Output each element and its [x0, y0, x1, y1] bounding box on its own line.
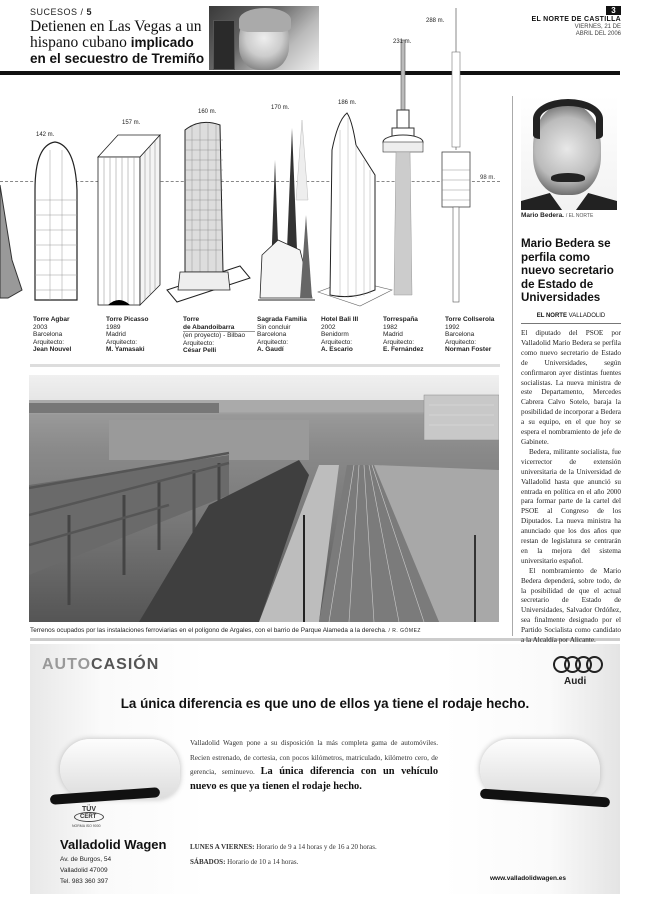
tower-height-label: 160 m.	[198, 109, 217, 115]
audi-logo-text: Audi	[564, 676, 587, 687]
opening-hours: LUNES A VIERNES: Horario de 9 a 14 horas y de 16 a 20 horas. SÁBADOS: Horario de 10 a 14 horas.	[190, 843, 377, 866]
railway-photo	[29, 375, 499, 622]
dealer-url-link[interactable]: www.valladolidwagen.es	[490, 875, 566, 882]
tower-height-label: 231 m.	[393, 39, 412, 45]
portrait-caption: Mario Bedera. / EL NORTE	[521, 212, 594, 219]
ad-body-text: Valladolid Wagen pone a su disposición la más completa gama de automóviles. Recien estrenado, de cortesia, con pocos kilómetros, matriculado, kilómetro cero, de gerencia, seminuevo. La única diferencia con un vehículo nuevo es que ya tienen el rodaje hecho.	[190, 739, 439, 792]
article-paragraph: El nombramiento de Mario Bedera dependerá, sobre todo, de la posibilidad de que el actual secretario de Estado de Universidades, Salvador Ordóñez, sea finalmente designado por el Partido Socialista como candidato a la Alcaldía por Alicante.	[521, 566, 621, 645]
autocasion-advertisement[interactable]	[30, 644, 620, 894]
tower-height-label: 186 m.	[338, 100, 357, 106]
section-page-ref: 5	[86, 7, 93, 17]
page-number: 3	[606, 6, 621, 15]
article-body	[521, 329, 621, 646]
issue-date: VIERNES, 21 DE ABRIL DEL 2006	[574, 24, 621, 37]
dealer-name: Valladolid Wagen	[60, 837, 167, 852]
article-paragraph: El diputado del PSOE por Valladolid Mario Bedera se perfila como nuevo secretario de Estado de Universidades, según confirmaron ayer distintas fuentes socialistas. La nueva ministra de este Departamento, Mercedes Cabrera Calvo Sotelo, baraja la posibilidad de incorporar a Bedera a su equipo, en el que hoy se espera el nombramiento de jefe de Gabinete.	[521, 329, 621, 446]
ad-slogan: La única diferencia es que uno de ellos ya tiene el rodaje hecho.	[120, 696, 530, 711]
tower-height-label: 288 m.	[426, 18, 445, 24]
autocasion-logo: AUTOCASIÓN	[42, 656, 160, 673]
tower-info-sagrada-familia: Sagrada Familia Sin concluir Barcelona Arquitecto: A. Gaudí	[257, 316, 307, 354]
section-name: SUCESOS	[30, 7, 78, 17]
tower-info-collserola: Torre Collserola 1992 Barcelona Arquitecto: Norman Foster	[445, 316, 495, 354]
newspaper-name: EL NORTE DE CASTILLA	[531, 16, 621, 23]
car-mirror-right	[470, 739, 620, 839]
headline-bold: implicado	[130, 35, 194, 50]
reference-height-label: 98 m.	[480, 175, 496, 181]
headline-text: Detienen en Las Vegas a un hispano cubano	[30, 18, 202, 51]
tower-info-picasso: Torre Picasso 1989 Madrid Arquitecto: M. Yamasaki	[106, 316, 149, 354]
column-rule	[512, 96, 513, 636]
tuv-cert-icon: TÜV CERT NORMA ISO 9000	[72, 806, 110, 832]
tower-height-label: 157 m.	[122, 120, 141, 126]
tower-info-agbar: Torre Agbar 2003 Barcelona Arquitecto: Jean Nouvel	[33, 316, 72, 354]
tower-info-hotel-bali: Hotel Bali III 2002 Benidorm Arquitecto: A. Escario	[321, 316, 359, 354]
audi-rings-icon	[553, 656, 603, 674]
tower-height-label: 142 m.	[36, 132, 55, 138]
bedera-headline[interactable]: Mario Bedera se perfila como nuevo secretario de Estado de Universidades	[521, 237, 614, 305]
tower-height-label: 170 m.	[271, 105, 290, 111]
photo-caption: Terrenos ocupados por las instalaciones ferroviarias en el polígono de Argales, con el barrio de Parque Alameda a la derecha. / R. GÓMEZ	[30, 627, 421, 634]
byline: EL NORTE VALLADOLID	[521, 313, 621, 324]
article-paragraph: Bedera, militante socialista, fue vicerrector de extensión universitaria de la Universidad de Valladolid hasta que anunció su entrada en política en el año 2000 para formar parte de la cartel del PSOE al Congreso de los Diputados. La nueva ministra ha anunciado que los dos años que restan de legislatura se centrarán en la mejora del sistema universitario español.	[521, 447, 621, 565]
tower-info-abandoibarra: Torre de Abandoibarra (en proyecto) - Bilbao Arquitecto: César Pelli	[183, 316, 255, 355]
skyscraper-illustration	[0, 0, 505, 310]
bedera-portrait	[521, 95, 617, 210]
tower-info-torrespana: Torrespaña 1982 Madrid Arquitecto: E. Fernández	[383, 316, 424, 354]
headline-bold-line: en el secuestro de Tremiño	[30, 51, 205, 66]
dealer-address: Av. de Burgos, 54 Valladolid 47009 Tel. 983 360 397	[60, 856, 112, 885]
graphic-divider	[30, 364, 500, 367]
section-label: SUCESOS / 5	[30, 7, 93, 17]
